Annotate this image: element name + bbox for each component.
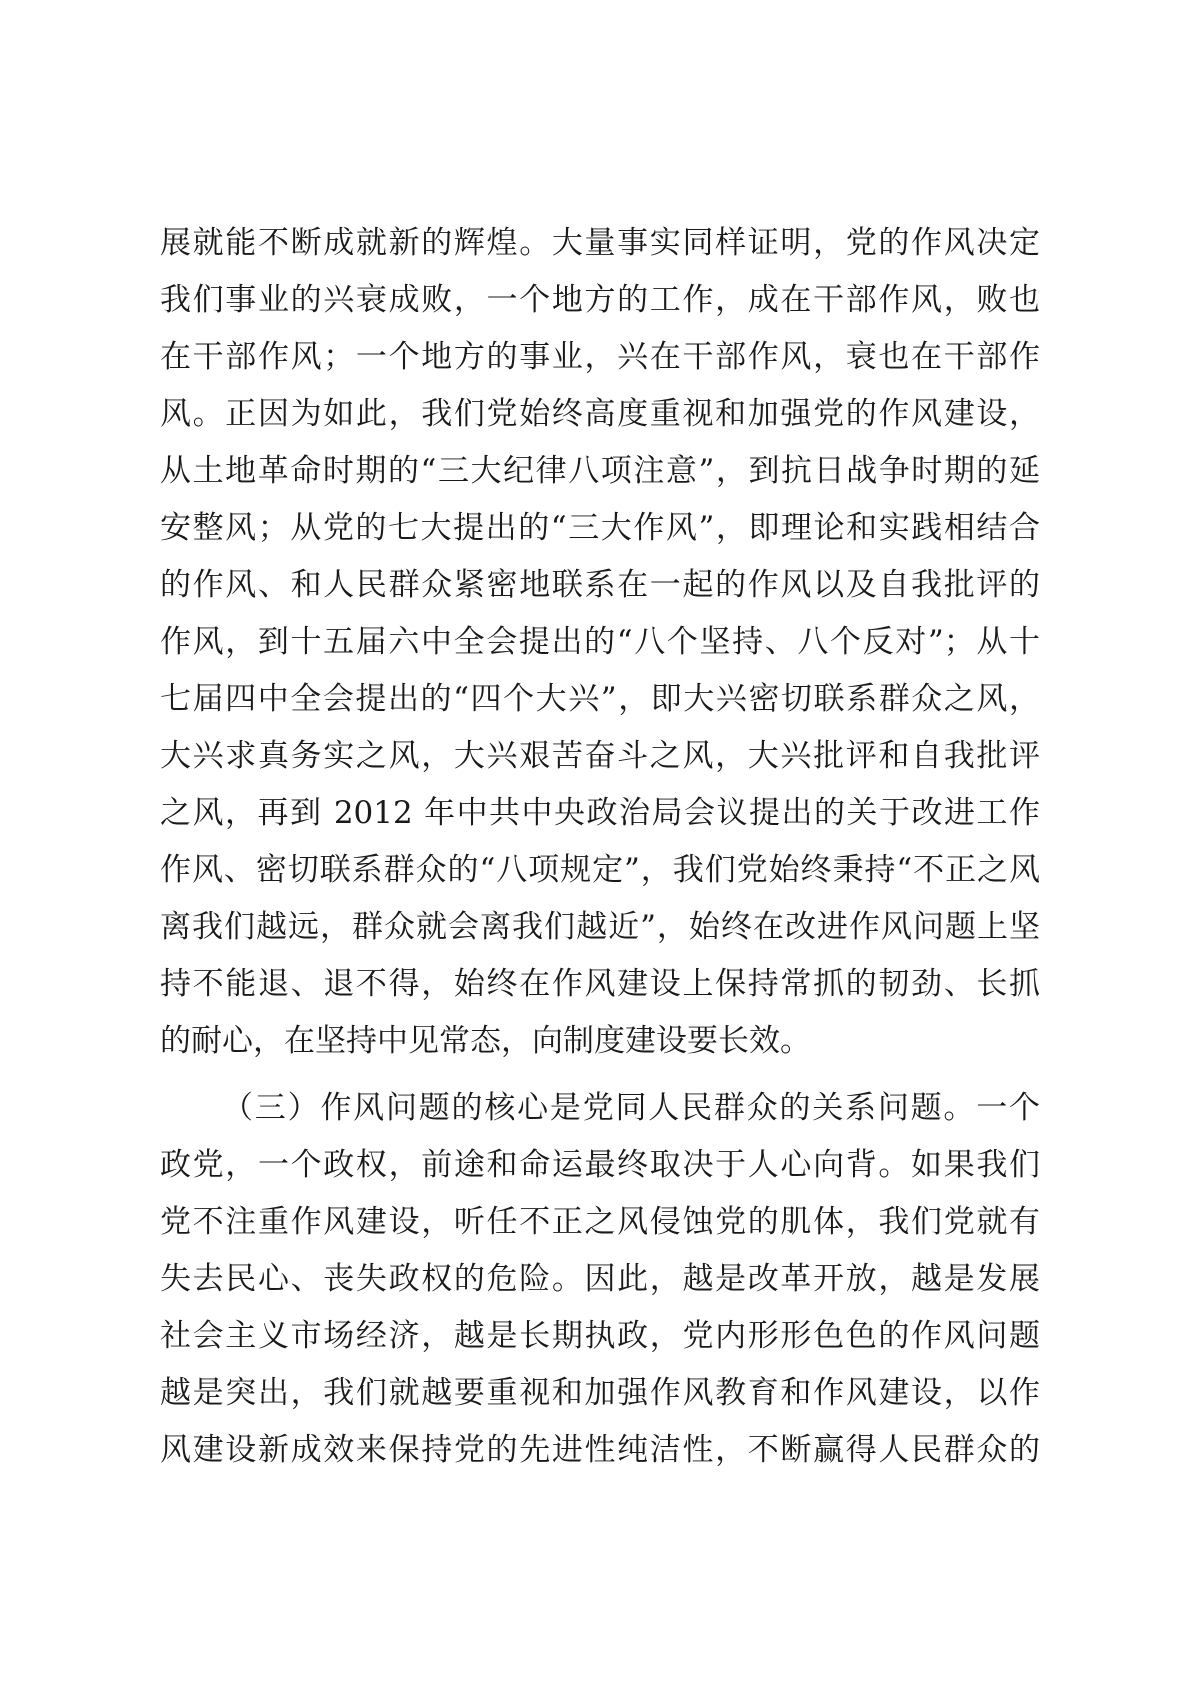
text-line: 作风、密切联系群众的“八项规定”，我们党始终秉持“不正之风 [160,852,1040,888]
text-line: 的耐心，在坚持中见常态，向制度建设要长效。 [160,1023,811,1059]
text-line: 失去民心、丧失政权的危险。因此，越是改革开放，越是发展 [160,1261,1040,1297]
paragraph-1 [160,215,1040,1070]
text-line: 在干部作风；一个地方的事业，兴在干部作风，衰也在干部作 [160,339,1040,375]
text-line: 大兴求真务实之风，大兴艰苦奋斗之风，大兴批评和自我批评 [160,738,1040,774]
text-line: 安整风；从党的七大提出的“三大作风”，即理论和实践相结合 [160,510,1040,546]
text-line: 七届四中全会提出的“四个大兴”，即大兴密切联系群众之风， [160,681,1040,717]
text-line: 之风，再到 2012 年中共中央政治局会议提出的关于改进工作 [160,795,1040,831]
paragraph-gap [160,1070,1040,1080]
text-line: 我们事业的兴衰成败，一个地方的工作，成在干部作风，败也 [160,282,1040,318]
text-line: 政党，一个政权，前途和命运最终取决于人心向背。如果我们 [160,1147,1040,1183]
text-line: 从土地革命时期的“三大纪律八项注意”，到抗日战争时期的延 [160,453,1040,489]
text-line: 展就能不断成就新的辉煌。大量事实同样证明，党的作风决定 [160,225,1040,261]
text-line: 的作风、和人民群众紧密地联系在一起的作风以及自我批评的 [160,567,1040,603]
body-text [160,215,1040,1479]
text-line: 党不注重作风建设，听任不正之风侵蚀党的肌体，我们党就有 [160,1204,1040,1240]
text-line: 风。正因为如此，我们党始终高度重视和加强党的作风建设， [160,396,1040,432]
paragraph-2 [160,1080,1040,1479]
text-line: 持不能退、退不得，始终在作风建设上保持常抓的韧劲、长抓 [160,966,1040,1002]
text-line: 作风，到十五届六中全会提出的“八个坚持、八个反对”；从十 [160,624,1040,660]
text-line: 社会主义市场经济，越是长期执政，党内形形色色的作风问题 [160,1318,1040,1354]
text-line: 离我们越远，群众就会离我们越近”，始终在改进作风问题上坚 [160,909,1040,945]
text-line: （三）作风问题的核心是党同人民群众的关系问题。一个 [222,1090,1040,1126]
text-line: 越是突出，我们就越要重视和加强作风教育和作风建设，以作 [160,1375,1040,1411]
text-line: 风建设新成效来保持党的先进性纯洁性，不断赢得人民群众的 [160,1432,1040,1468]
